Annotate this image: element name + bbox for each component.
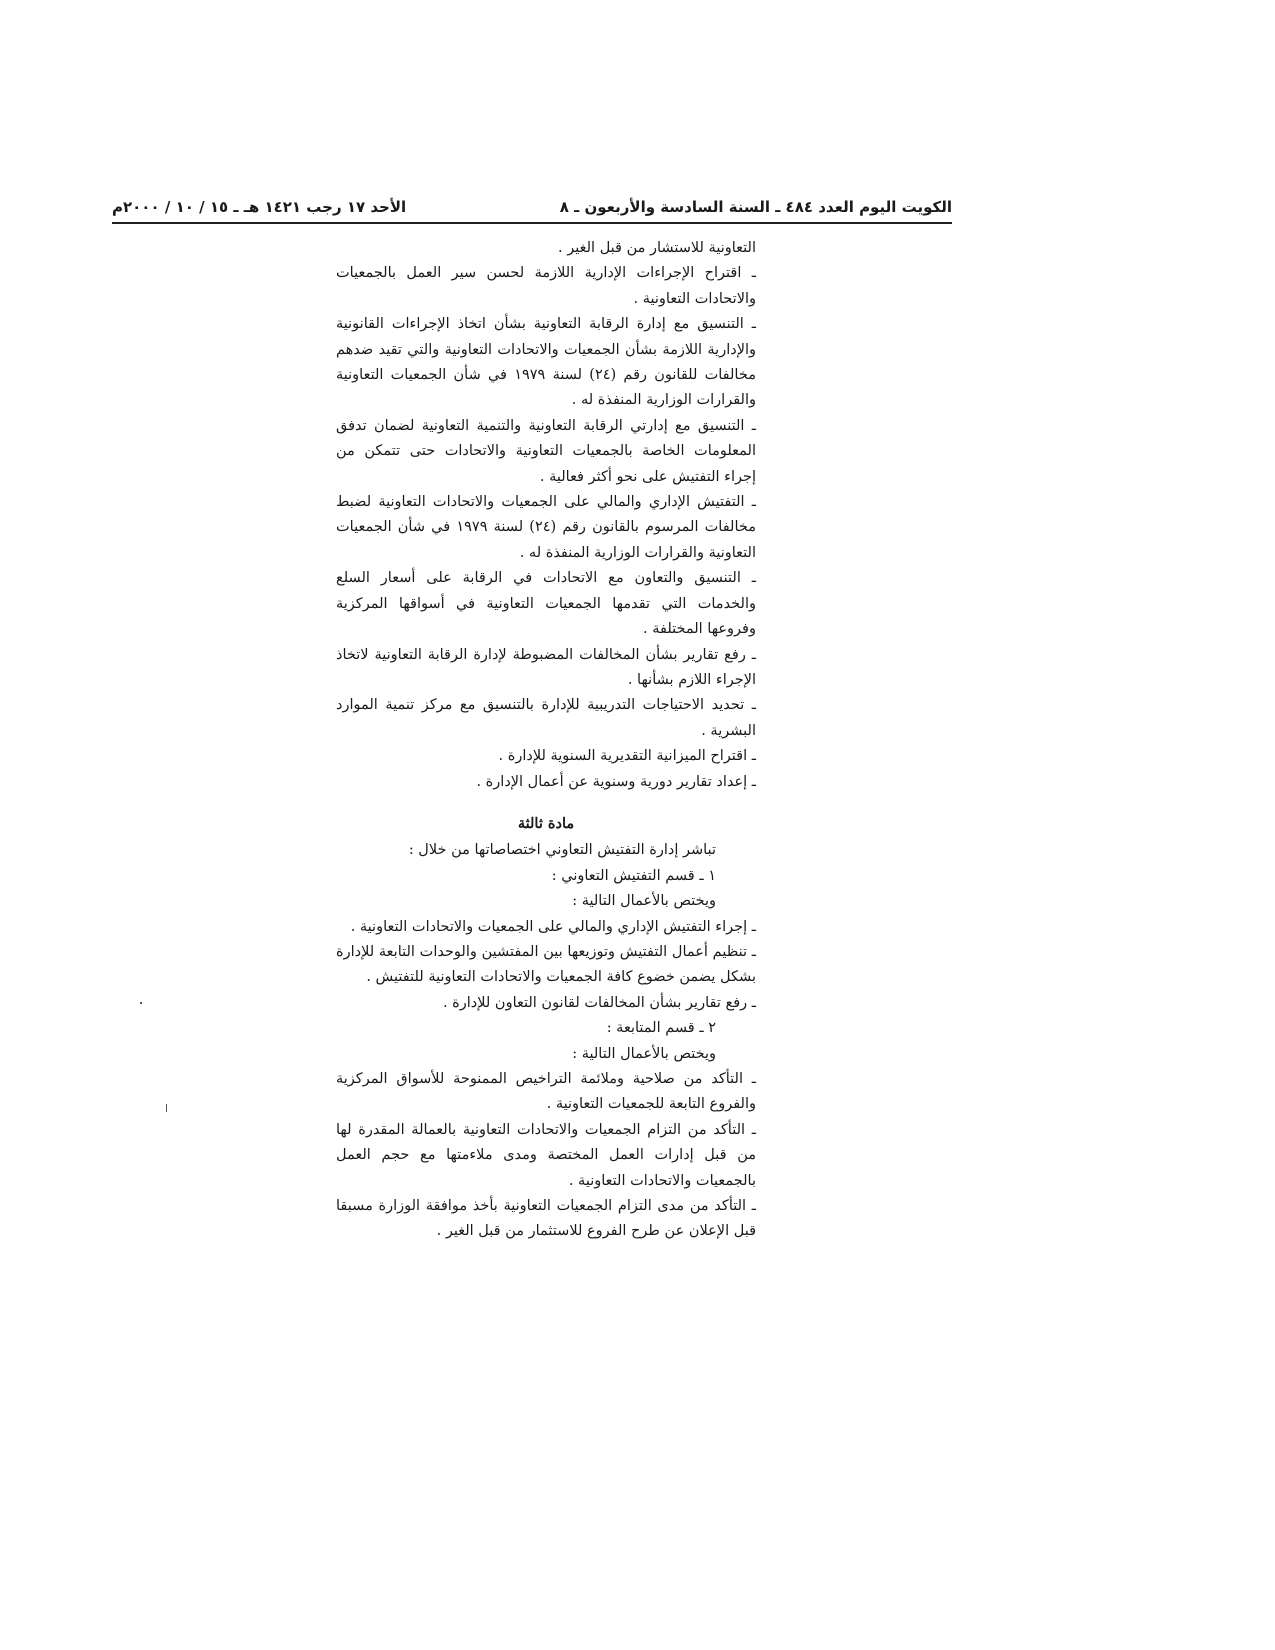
paragraph: ـ التفتيش الإداري والمالي على الجمعيات والاتحادات التعاونية لضبط مخالفات المرسوم بالقانون رقم (٢٤) لسنة ١٩٧٩ في شأن الجمعيات التعاونية والقرارات الوزارية المنفذة له . — [336, 494, 756, 561]
header-rule — [112, 222, 952, 224]
paragraph: ـ اقتراح الميزانية التقديرية السنوية للإدارة . — [498, 748, 756, 765]
paragraph: ـ تحديد الاحتياجات التدريبية للإدارة بالتنسيق مع مركز تنمية الموارد البشرية . — [336, 697, 756, 739]
paragraph: ـ التنسيق مع إدارتي الرقابة التعاونية والتنمية التعاونية لضمان تدفق المعلومات الخاصة بالجمعيات التعاونية والاتحادات حتى تتمكن من إجراء التفتيش على نحو أكثر فعالية . — [336, 417, 756, 485]
article-heading: مادة ثالثة — [517, 814, 575, 832]
section-subtitle: ويختص بالأعمال التالية : — [572, 1045, 716, 1062]
paragraph: ـ اقتراح الإجراءات الإدارية اللازمة لحسن سير العمل بالجمعيات والاتحادات التعاونية . — [336, 265, 756, 307]
scan-speck — [140, 1002, 142, 1004]
list-item: ـ التأكد من مدى التزام الجمعيات التعاونية بأخذ موافقة الوزارة مسبقا قبل الإعلان عن طرح الفروع للاستثمار من قبل الغير . — [336, 1198, 756, 1240]
section-subtitle: ويختص بالأعمال التالية : — [572, 893, 716, 910]
list-item: ـ التأكد من صلاحية وملائمة التراخيص الممنوحة للأسواق المركزية والفروع التابعة للجمعيات التعاونية . — [336, 1071, 756, 1113]
paragraph: ـ التنسيق مع إدارة الرقابة التعاونية بشأن اتخاذ الإجراءات القانونية والإدارية اللازمة بشأن الجمعيات والاتحادات التعاونية والتي تقيد ضدهم مخالفات للقانون رقم (٢٤) لسنة ١٩٧٩ في شأن الجمعيات التعاونية والقرارات الوزارية المنفذة له . — [336, 316, 756, 409]
section-title: ٢ ـ قسم المتابعة : — [606, 1020, 716, 1037]
publication-info: الكويت اليوم العدد ٤٨٤ ـ السنة السادسة والأربعون ـ ٨ — [559, 198, 952, 216]
paragraph: التعاونية للاستشار من قبل الغير . — [558, 240, 756, 256]
article-intro: تباشر إدارة التفتيش التعاوني اختصاصاتها من خلال : — [408, 842, 716, 859]
paragraph: ـ التنسيق والتعاون مع الاتحادات في الرقابة على أسعار السلع والخدمات التي تقدمها الجمعيات التعاونية في أسواقها المركزية وفروعها المختلفة . — [336, 570, 756, 638]
section-title: ١ ـ قسم التفتيش التعاوني : — [551, 867, 716, 884]
list-item: ـ التأكد من التزام الجمعيات والاتحادات التعاونية بالعمالة المقدرة لها من قبل إدارات العمل المختصة ومدى ملاءمتها مع حجم العمل بالجمعيات والاتحادات التعاونية . — [336, 1121, 756, 1189]
list-item: ـ رفع تقارير بشأن المخالفات لقانون التعاون للإدارة . — [442, 994, 756, 1011]
scan-speck — [166, 1104, 167, 1112]
issue-date: الأحد ١٧ رجب ١٤٢١ هـ ـ ١٥ / ١٠ / ٢٠٠٠م — [112, 198, 407, 216]
list-item: ـ تنظيم أعمال التفتيش وتوزيعها بين المفتشين والوحدات التابعة للإدارة بشكل يضمن خضوع كافة الجمعيات والاتحادات التعاونية للتفتيش . — [336, 943, 756, 986]
page-header — [112, 198, 952, 224]
list-item: ـ إجراء التفتيش الإداري والمالي على الجمعيات والاتحادات التعاونية . — [350, 918, 756, 935]
paragraph: ـ إعداد تقارير دورية وسنوية عن أعمال الإدارة . — [476, 773, 756, 790]
text-column — [336, 236, 756, 1245]
paragraph: ـ رفع تقارير بشأن المخالفات المضبوطة لإدارة الرقابة التعاونية لاتخاذ الإجراء اللازم بشأنها . — [336, 646, 756, 688]
